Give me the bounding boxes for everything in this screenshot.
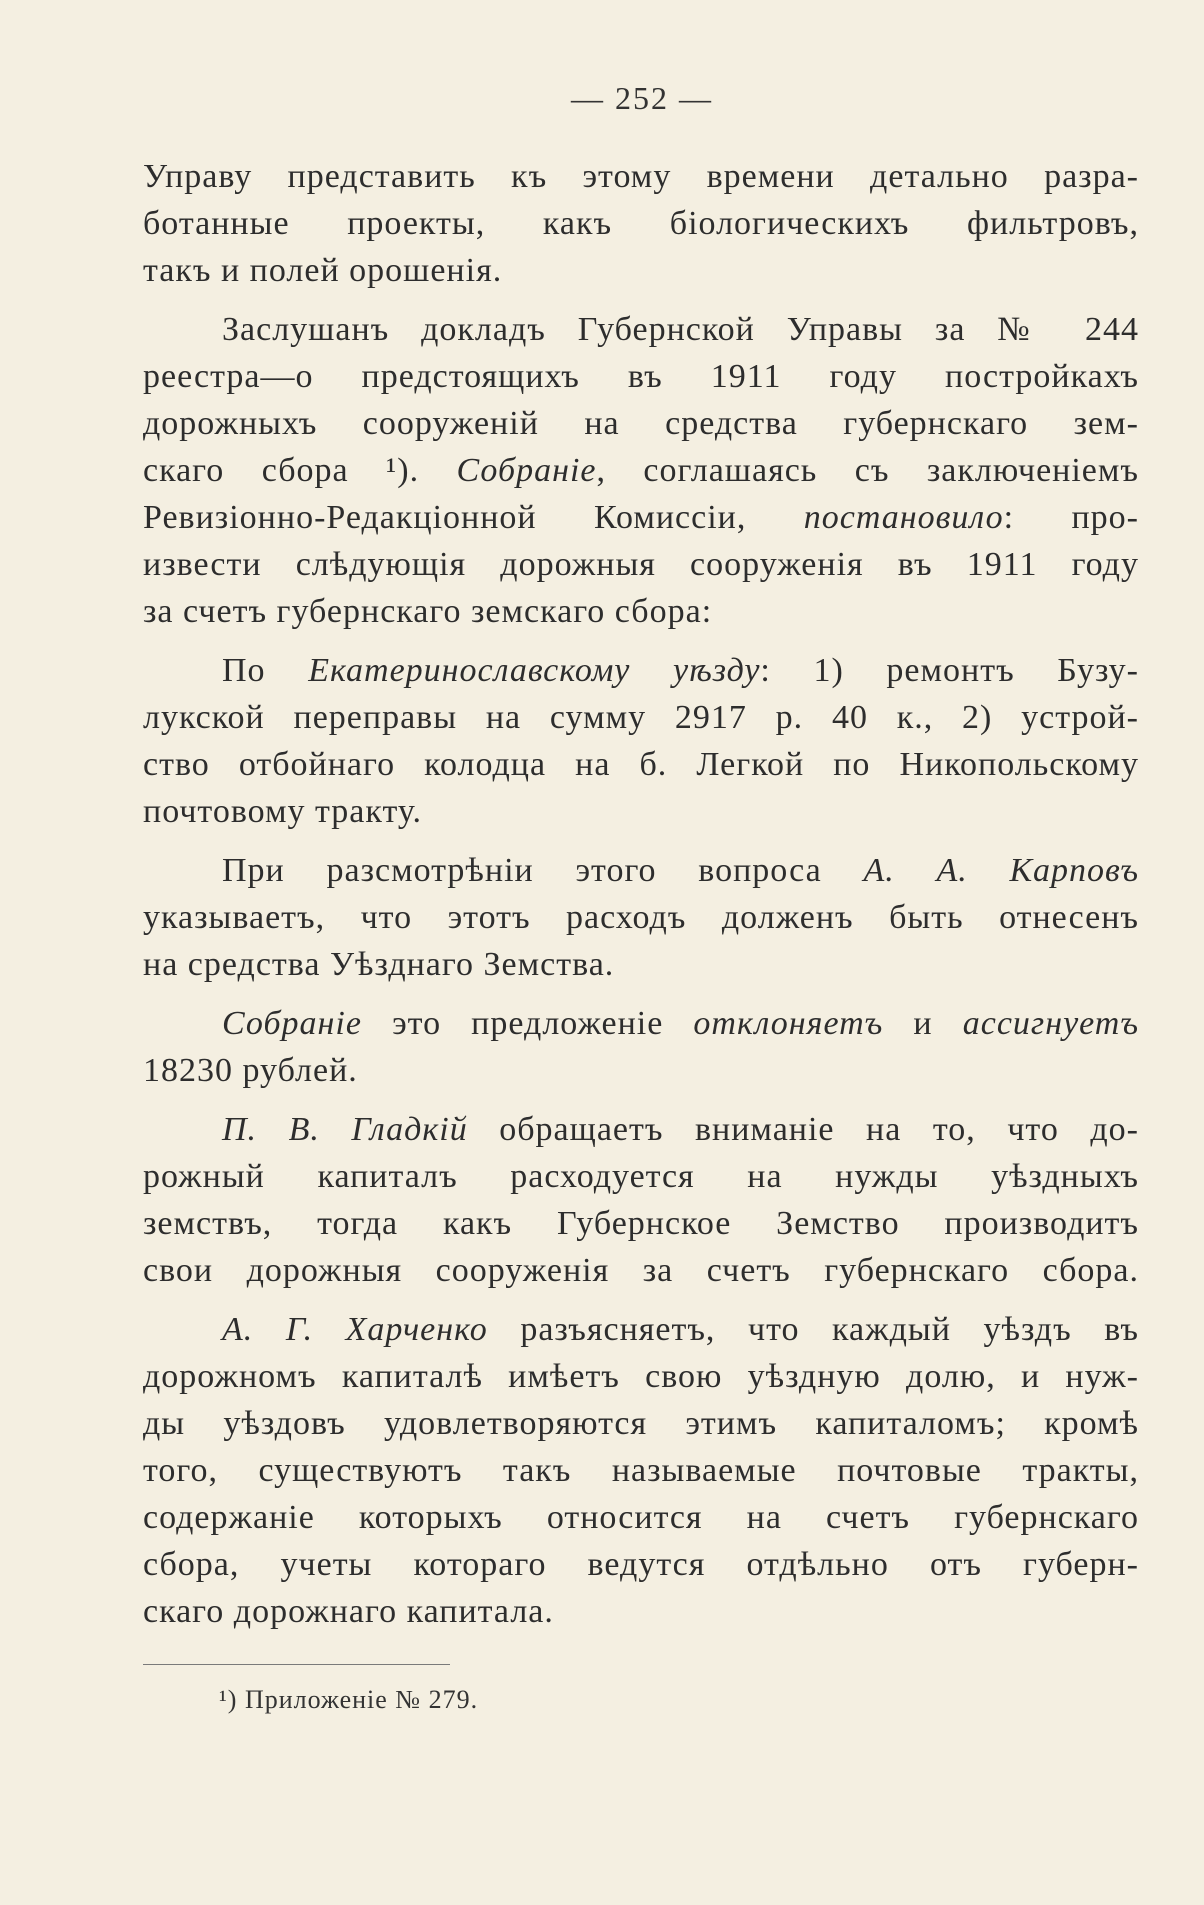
text-line: [143, 541, 1139, 588]
emphasized-text: П. В. Гладкій: [222, 1111, 468, 1148]
text-line: [143, 694, 1139, 741]
text-segment: По: [222, 652, 309, 689]
text-line: [143, 847, 1139, 894]
text-segment: и: [883, 1005, 963, 1042]
text-segment: сбора, учеты котораго ведутся отдѣльно отъ губерн-: [143, 1546, 1139, 1583]
text-segment: это предложеніе: [361, 1005, 694, 1042]
emphasized-text: А. А. Карповъ: [863, 852, 1139, 889]
paragraph: [143, 1000, 1139, 1094]
paragraph: [143, 153, 1139, 294]
text-segment: за счетъ губернскаго земскаго сбора:: [143, 593, 713, 630]
text-segment: почтовому тракту.: [143, 793, 422, 830]
emphasized-text: Екатеринославскому уѣзду: [308, 652, 761, 689]
text-line: [143, 247, 1139, 294]
paragraph: [143, 847, 1139, 988]
footnote: [219, 1684, 478, 1716]
text-line: [143, 1000, 1139, 1047]
footnote-separator: [143, 1664, 450, 1665]
text-segment: ство отбойнаго колодца на б. Легкой по Никопольскому: [143, 746, 1139, 783]
text-line: [143, 588, 1139, 635]
text-segment: : про-: [1003, 499, 1139, 536]
text-segment: Управу представить къ этому времени детально разра-: [143, 158, 1139, 195]
main-text: [143, 153, 1139, 1635]
text-line: [143, 1447, 1139, 1494]
text-line: [143, 1047, 1139, 1094]
text-segment: Заслушанъ докладъ Губернской Управы за № 244: [222, 311, 1139, 348]
text-segment: ды уѣздовъ удовлетворяются этимъ капиталомъ; кромѣ: [143, 1405, 1139, 1442]
text-segment: реестра—о предстоящихъ въ 1911 году постройкахъ: [143, 358, 1139, 395]
paragraph: [143, 306, 1139, 635]
emphasized-text: Собраніе: [222, 1005, 362, 1042]
text-segment: такъ и полей орошенія.: [143, 252, 503, 289]
paragraph: [143, 647, 1139, 835]
text-line: [143, 1588, 1139, 1635]
text-line: [143, 1400, 1139, 1447]
text-segment: на средства Уѣзднаго Земства.: [143, 946, 615, 983]
text-line: [143, 1306, 1139, 1353]
text-line: [143, 306, 1139, 353]
text-line: [143, 1494, 1139, 1541]
text-segment: земствъ, тогда какъ Губернское Земство производитъ: [143, 1205, 1139, 1242]
text-segment: дорожныхъ сооруженій на средства губернскаго зем-: [143, 405, 1139, 442]
paragraph: [143, 1106, 1139, 1294]
text-segment: скаго сбора ¹).: [143, 452, 457, 489]
text-segment: лукской переправы на сумму 2917 р. 40 к., 2) устрой-: [143, 699, 1139, 736]
text-segment: рожный капиталъ расходуется на нужды уѣздныхъ: [143, 1158, 1139, 1195]
text-line: [143, 494, 1139, 541]
text-segment: : 1) ремонтъ Бузу-: [760, 652, 1139, 689]
footnote-text: Приложеніе № 279.: [244, 1685, 479, 1714]
text-segment: , соглашаясь съ заключеніемъ: [596, 452, 1139, 489]
text-line: [143, 941, 1139, 988]
text-segment: обращаетъ вниманіе на то, что до-: [467, 1111, 1139, 1148]
footnote-marker: ¹): [219, 1685, 238, 1714]
text-line: [143, 741, 1139, 788]
text-segment: свои дорожныя сооруженія за счетъ губернскаго сбора.: [143, 1252, 1139, 1289]
emphasized-text: отклоняетъ: [693, 1005, 884, 1042]
text-segment: указываетъ, что этотъ расходъ долженъ быть отнесенъ: [143, 899, 1139, 936]
text-segment: Ревизіонно-Редакціонной Комиссіи,: [143, 499, 804, 536]
text-segment: содержаніе которыхъ относится на счетъ губернскаго: [143, 1499, 1139, 1536]
text-segment: того, существуютъ такъ называемые почтовые тракты,: [143, 1452, 1139, 1489]
emphasized-text: Собраніе: [456, 452, 597, 489]
paragraph: [143, 1306, 1139, 1635]
emphasized-text: ассигнуетъ: [962, 1005, 1139, 1042]
text-segment: дорожномъ капиталѣ имѣетъ свою уѣздную долю, и нуж-: [143, 1358, 1139, 1395]
text-segment: разъясняетъ, что каждый уѣздъ въ: [487, 1311, 1139, 1348]
text-line: [143, 1353, 1139, 1400]
text-line: [143, 1247, 1139, 1294]
text-line: [143, 353, 1139, 400]
text-line: [143, 788, 1139, 835]
text-line: [143, 1106, 1139, 1153]
text-segment: извести слѣдующія дорожныя сооруженія въ 1911 году: [143, 546, 1139, 583]
text-segment: ботанные проекты, какъ біологическихъ фильтровъ,: [143, 205, 1139, 242]
text-line: [143, 1200, 1139, 1247]
text-segment: скаго дорожнаго капитала.: [143, 1593, 554, 1630]
text-line: [143, 1153, 1139, 1200]
text-line: [143, 647, 1139, 694]
text-line: [143, 400, 1139, 447]
text-segment: 18230 рублей.: [143, 1052, 358, 1089]
page-number: — 252 —: [571, 80, 713, 116]
emphasized-text: А. Г. Харченко: [222, 1311, 488, 1348]
text-line: [143, 153, 1139, 200]
text-line: [143, 1541, 1139, 1588]
text-line: [143, 447, 1139, 494]
emphasized-text: постановило: [803, 499, 1004, 536]
text-line: [143, 200, 1139, 247]
text-line: [143, 894, 1139, 941]
text-segment: При разсмотрѣніи этого вопроса: [222, 852, 864, 889]
